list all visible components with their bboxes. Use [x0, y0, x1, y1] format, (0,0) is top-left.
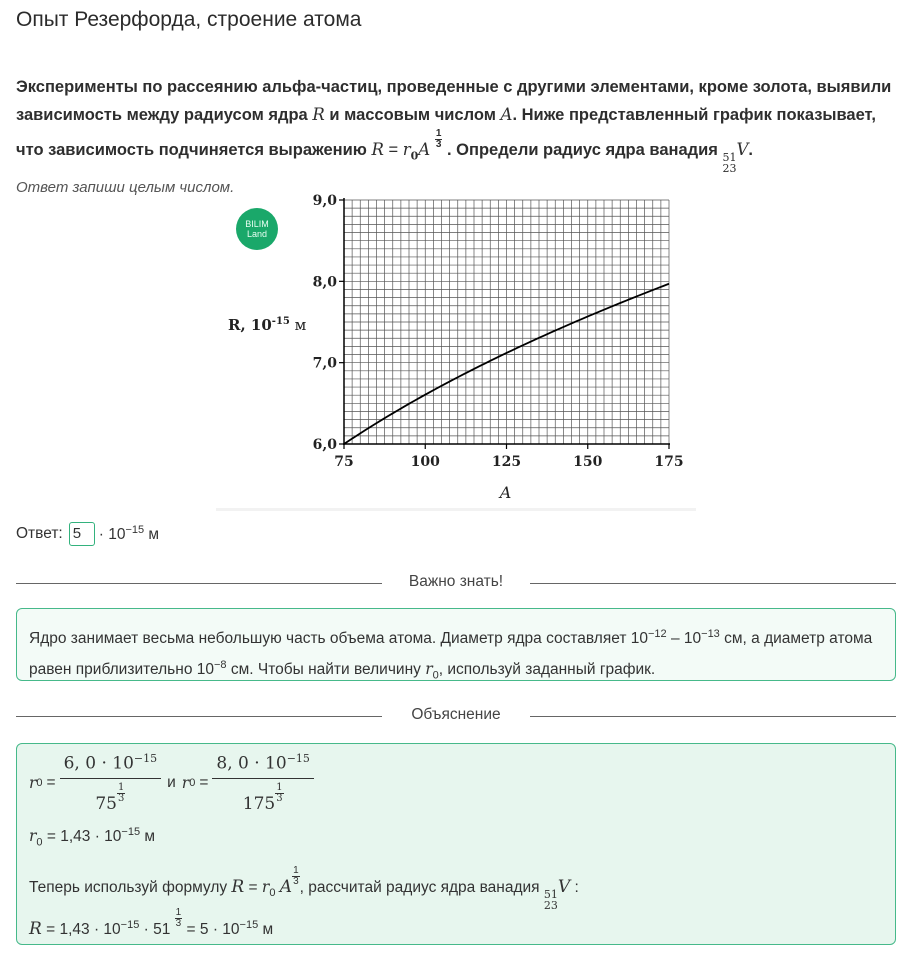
explanation-title: Объяснение — [411, 706, 501, 723]
y-tick-label: 6,0 — [312, 437, 337, 453]
answer-row — [16, 522, 159, 546]
explanation-now-line: Теперь используй формулу $R = r_0$ A $^{\frac{1}{3}}$ , рассчитай радиус ядра ванадия 51 23 V : — [29, 865, 579, 912]
fraction-175: 8, $0 \cdot 10^{-15}$ 175 $^{\frac{1}{3}}$ — [212, 752, 314, 814]
logo-line2: Land — [246, 229, 268, 239]
important-box: Ядро занимает весьма небольшую часть объема атома. Диаметр ядра составляет $10^{-12} - 10^{-13}$ см, а диаметр атома равен приблизительно $10^{-8}$ см. Чтобы найти величину $r_0$, используй заданный график. — [16, 608, 896, 681]
nuclide-vanadium: 51 23 — [722, 151, 737, 175]
answer-label: Ответ: — [16, 525, 63, 542]
formula-exponent: 1 3 — [435, 128, 442, 150]
y-axis-label: R, $10^{-15}$ м — [228, 316, 307, 334]
formula-a: A — [418, 140, 431, 159]
x-tick-label: 125 — [491, 454, 522, 470]
x-tick-label: 175 — [654, 454, 684, 470]
y-tick-label: 9,0 — [312, 193, 337, 209]
y-tick-label: 8,0 — [312, 274, 337, 291]
formula-r-big: R — [371, 140, 384, 159]
explanation-divider — [16, 706, 896, 726]
explanation-fractions: r 0 = 6, $0 \cdot 10^{-15}$ 75 $^{\frac{1}{3}}$ и r 0 = 8, $0 \cdot 10^{-15}$ 175 $^{\frac{1}{3}}$ — [29, 752, 314, 814]
bilimland-logo — [236, 208, 278, 250]
graph-r-vs-a — [216, 182, 696, 510]
logo-line1: BILIM — [245, 219, 269, 229]
formula-r0: $r_0$ — [402, 140, 419, 163]
question-part2: и массовым числом — [329, 106, 496, 124]
answer-suffix: · $10^{-15}$ м — [98, 523, 160, 544]
important-title: Важно знать! — [408, 573, 504, 590]
answer-input[interactable]: 5 — [69, 522, 95, 546]
chart-separator — [216, 508, 696, 511]
fraction-75: 6, $0 \cdot 10^{-15}$ 75 $^{\frac{1}{3}}$ — [60, 752, 162, 814]
y-tick-label: 7,0 — [312, 355, 337, 372]
explanation-box — [16, 743, 896, 945]
question-part4: . Определи радиус ядра ванадия — [446, 141, 718, 159]
question-var-r: R — [312, 105, 325, 124]
question-part3: . Ниже представленный график показывает, что зависимость подчиняется выражению — [16, 106, 876, 159]
chart-svg — [216, 182, 696, 510]
question-var-a: A — [500, 105, 513, 124]
x-tick-label: 100 — [410, 454, 440, 470]
x-tick-label: 75 — [334, 454, 354, 470]
formula-eq: = — [388, 141, 399, 159]
x-axis-label: A — [499, 483, 512, 502]
important-divider — [16, 573, 896, 593]
question-period: . — [748, 141, 753, 159]
explanation-final: $R = 1,43 \cdot 10^{-15} \cdot 51$ $^{\frac{1}{3}}$ = $5 \cdot 10^{-15}$ м — [29, 907, 274, 939]
page-title: Опыт Резерфорда, строение атома — [16, 8, 362, 31]
question-part1: Эксперименты по рассеянию альфа-частиц, проведенные с другими элементами, кроме золота, выявили зависимость между радиусом ядра — [16, 78, 892, 124]
nuclide-symbol: V — [736, 140, 749, 159]
explanation-r0-result: $r_0 = 1,43 \cdot 10^{-15}$ м — [29, 826, 156, 849]
question-hint: Ответ запиши целым числом. — [16, 179, 235, 196]
x-tick-label: 150 — [573, 454, 603, 470]
